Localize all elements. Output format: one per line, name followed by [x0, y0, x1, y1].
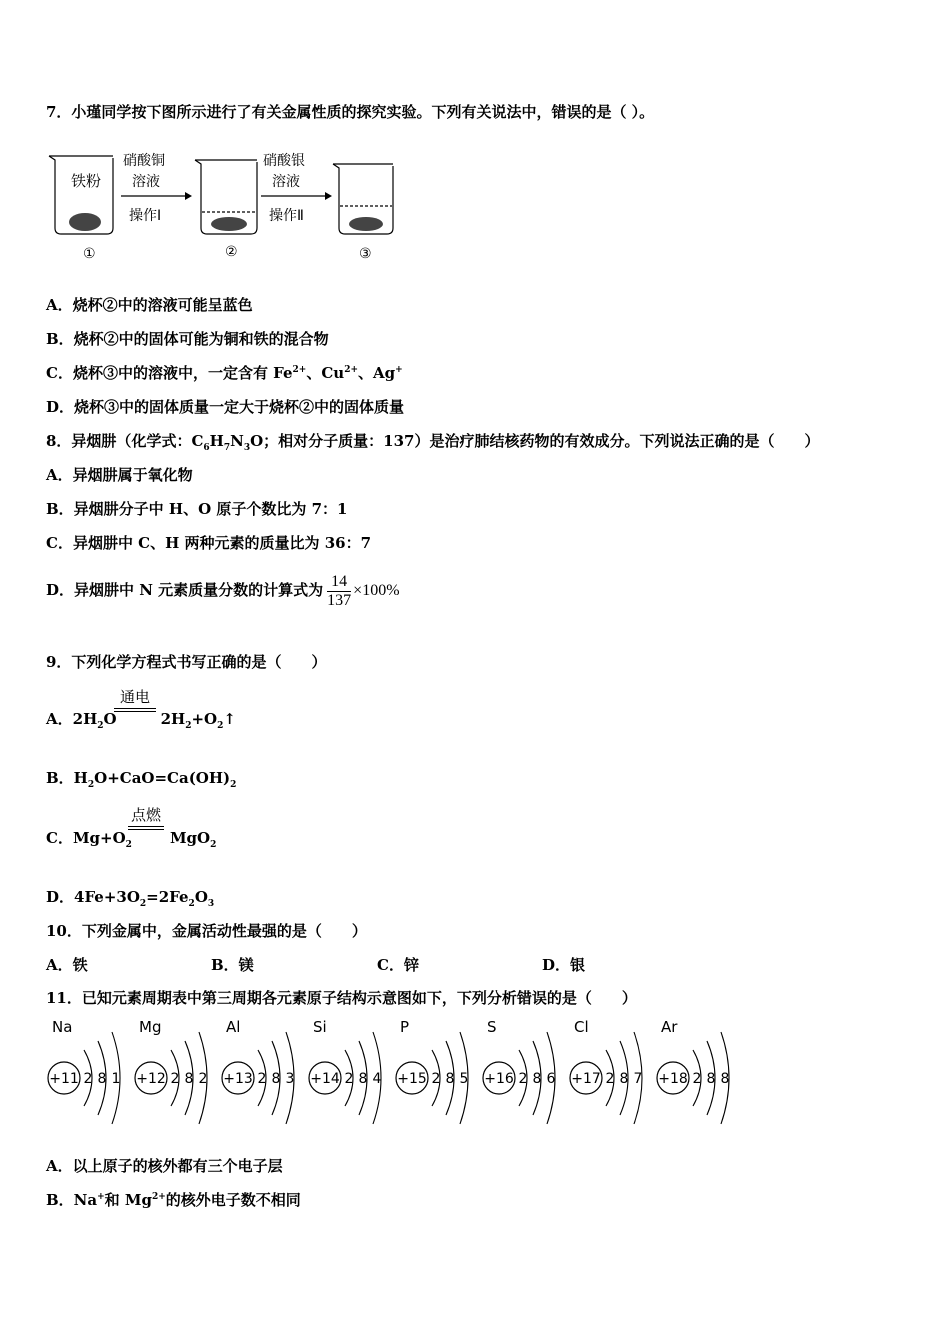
shell-electron-count: 8 — [97, 1071, 107, 1087]
label-beaker-2: ② — [225, 244, 238, 260]
q9-option-b: B．$H_2O+CaO=Ca(OH)_2$ — [46, 769, 237, 790]
shell-electron-count: 7 — [633, 1071, 643, 1087]
atom-p — [396, 1018, 468, 1124]
nucleus-charge: +16 — [484, 1071, 514, 1087]
arrow2-head — [325, 192, 332, 200]
q9-option-d: D．$4Fe+3O_2=2Fe_2O_3$ — [46, 888, 215, 909]
arrow1-top: 硝酸铜 — [123, 153, 165, 169]
element-symbol: Mg — [139, 1018, 162, 1036]
arrow2-top: 硝酸银 — [263, 153, 305, 169]
atom-cl — [570, 1018, 642, 1124]
q8-option-a: A．异烟肼属于氧化物 — [46, 466, 193, 484]
nucleus-charge: +17 — [571, 1071, 601, 1087]
q10-option-b: B．镁 — [211, 956, 254, 974]
q7-option-b: B．烧杯②中的固体可能为铜和铁的混合物 — [46, 330, 329, 348]
q9-option-c: C．$Mg+O_2$ MgO$_2$ — [46, 829, 217, 850]
shell-electron-count: 2 — [83, 1071, 93, 1087]
q8-option-d: D．异烟肼中 N 元素质量分数的计算式为 $\frac{14}{137}$ ×100% — [46, 572, 400, 609]
element-symbol: Si — [313, 1018, 327, 1036]
q10-option-c: C．锌 — [377, 956, 419, 974]
q7-option-c: C．烧杯③中的溶液中，一定含有 $Fe^{2+}$、$Cu^{2+}$、Ag+ — [46, 364, 403, 382]
shell-electron-count: 6 — [546, 1071, 556, 1087]
shell-electron-count: 2 — [344, 1071, 354, 1087]
arrow1-op: 操作Ⅰ — [129, 208, 162, 224]
nucleus-charge: +13 — [223, 1071, 253, 1087]
q9-c-condition: 点燃 — [128, 804, 164, 830]
element-symbol: S — [487, 1018, 497, 1036]
shell-electron-count: 8 — [619, 1071, 629, 1087]
element-symbol: Cl — [574, 1018, 589, 1036]
shell-electron-count: 2 — [257, 1071, 267, 1087]
shell-electron-count: 8 — [532, 1071, 542, 1087]
q8-stem: 8．异烟肼（化学式：$C_6H_7N_3O$；相对分子质量：137）是治疗肺结核药物的有效成分。下列说法正确的是（ ） — [46, 432, 820, 453]
q10-stem: 10．下列金属中，金属活动性最强的是（ ） — [46, 922, 367, 940]
solid-3 — [349, 217, 383, 231]
arrow2-op: 操作Ⅱ — [269, 208, 304, 224]
label-beaker-1: ① — [83, 246, 96, 262]
q7-experiment-figure — [45, 148, 405, 266]
atom-al — [222, 1018, 294, 1124]
shell-electron-count: 2 — [198, 1071, 208, 1087]
shell-electron-count: 4 — [372, 1071, 382, 1087]
element-symbol: Ar — [661, 1018, 678, 1036]
q7-stem: 7．小瑾同学按下图所示进行了有关金属性质的探究实验。下列有关说法中，错误的是（ ）。 — [46, 103, 655, 121]
shell-electron-count: 2 — [431, 1071, 441, 1087]
label-beaker-3: ③ — [359, 246, 372, 262]
q9-a-condition: 通电 — [114, 686, 156, 712]
q8-option-c: C．异烟肼中 C、H 两种元素的质量比为 36：7 — [46, 534, 372, 552]
nucleus-charge: +18 — [658, 1071, 688, 1087]
shell-electron-count: 3 — [285, 1071, 295, 1087]
shell-electron-count: 5 — [459, 1071, 469, 1087]
q11-stem: 11．已知元素周期表中第三周期各元素原子结构示意图如下，下列分析错误的是（ ） — [46, 989, 637, 1007]
atom-ar — [657, 1018, 729, 1124]
shell-electron-count: 8 — [271, 1071, 281, 1087]
element-symbol: Al — [226, 1018, 241, 1036]
shell-electron-count: 2 — [605, 1071, 615, 1087]
nucleus-charge: +12 — [136, 1071, 166, 1087]
beaker1-label: 铁粉 — [71, 172, 102, 190]
element-symbol: P — [400, 1018, 410, 1036]
shell-electron-count: 2 — [518, 1071, 528, 1087]
nucleus-charge: +11 — [49, 1071, 79, 1087]
q10-option-d: D．银 — [542, 956, 586, 974]
q9-stem: 9．下列化学方程式书写正确的是（ ） — [46, 653, 327, 671]
arrow1-head — [185, 192, 192, 200]
element-symbol: Na — [52, 1018, 73, 1036]
iron-powder-1 — [69, 213, 101, 231]
q7-option-a: A．烧杯②中的溶液可能呈蓝色 — [46, 296, 253, 314]
shell-electron-count: 2 — [170, 1071, 180, 1087]
shell-electron-count: 1 — [111, 1071, 121, 1087]
q9-option-a: A．$2H_2O$ $2H_2+O_2↑$ — [46, 710, 236, 731]
arrow2-mid: 溶液 — [272, 174, 300, 190]
q11-option-b: B．Na+和 $Mg^{2+}$的核外电子数不相同 — [46, 1191, 301, 1209]
q8-option-b: B．异烟肼分子中 H、O 原子个数比为 7：1 — [46, 500, 348, 518]
atom-mg — [135, 1018, 207, 1124]
shell-electron-count: 8 — [720, 1071, 730, 1087]
atom-s — [483, 1018, 556, 1124]
nucleus-charge: +14 — [310, 1071, 340, 1087]
nucleus-charge: +15 — [397, 1071, 427, 1087]
shell-electron-count: 8 — [358, 1071, 368, 1087]
atom-structure-diagrams — [40, 1014, 740, 1132]
shell-electron-count: 2 — [692, 1071, 702, 1087]
q10-option-a: A．铁 — [46, 956, 88, 974]
atom-si — [309, 1018, 382, 1124]
solid-2 — [211, 217, 247, 231]
shell-electron-count: 8 — [445, 1071, 455, 1087]
fraction: $\frac{14}{137}$ — [327, 572, 352, 609]
atom-na — [48, 1018, 120, 1124]
arrow1-mid: 溶液 — [132, 174, 160, 190]
q11-option-a: A．以上原子的核外都有三个电子层 — [46, 1157, 283, 1175]
shell-electron-count: 8 — [706, 1071, 716, 1087]
shell-electron-count: 8 — [184, 1071, 194, 1087]
q7-option-d: D．烧杯③中的固体质量一定大于烧杯②中的固体质量 — [46, 398, 405, 416]
